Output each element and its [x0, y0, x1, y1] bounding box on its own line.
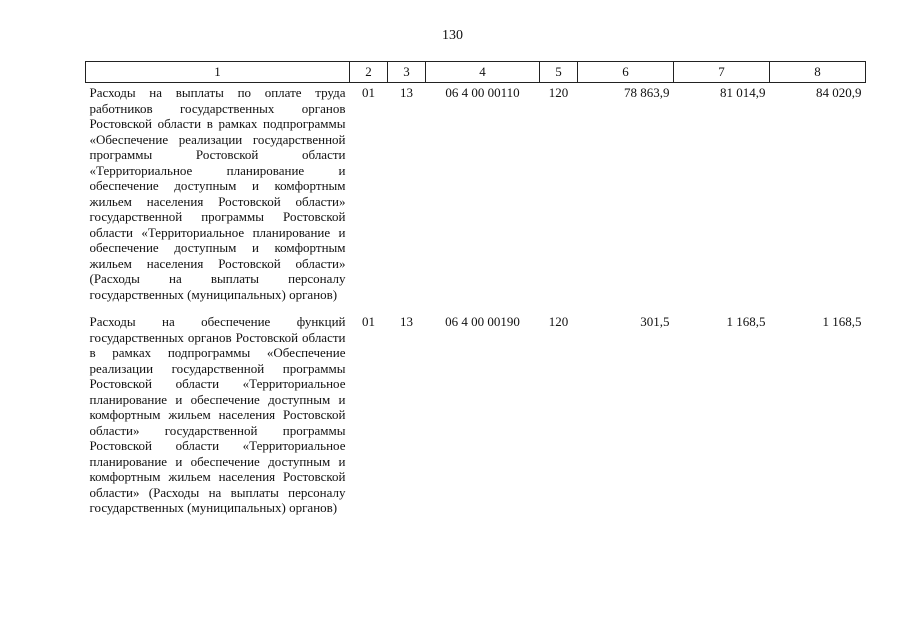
row-amount-col6: 78 863,9 — [624, 85, 670, 100]
header-row — [86, 62, 866, 83]
row-subsection: 13 — [400, 314, 413, 329]
row-target-article: 06 4 00 00190 — [445, 314, 520, 329]
budget-table — [85, 61, 866, 526]
col-header-6: 6 — [578, 62, 674, 83]
row-target-article: 06 4 00 00110 — [445, 85, 520, 100]
row-description: Расходы на обеспечение функций государственных органов Ростовской области в рамках подпрограммы «Обеспечение реализации государственной программы Ростовской области «Территориальное планирование и обеспечение доступным и комфортным жильем населения Ростовской области» государственной программы Ростовской области «Территориальное планирование и обеспечение доступным и комфортным жильем населения Ростовской области» (Расходы на выплаты персоналу государственных (муниципальных) органов) — [89, 314, 346, 515]
col-header-4: 4 — [426, 62, 540, 83]
col-header-1: 1 — [86, 62, 350, 83]
row-section: 01 — [362, 314, 375, 329]
row-amount-col8: 1 168,5 — [822, 314, 862, 329]
row-amount-col6: 301,5 — [640, 314, 670, 329]
row-amount-col7: 81 014,9 — [720, 85, 766, 100]
row-subsection: 13 — [400, 85, 413, 100]
col-header-5: 5 — [540, 62, 578, 83]
col-header-3: 3 — [388, 62, 426, 83]
row-expense-type: 120 — [548, 314, 569, 329]
row-description: Расходы на выплаты по оплате труда работников государственных органов Ростовской области в рамках подпрограммы «Обеспечение реализации государственной программы Ростовской области «Территориальное планирование и обеспечение доступным и комфортным жильем населения Ростовской области» государственной программы Ростовской области «Территориальное планирование и обеспечение доступным и комфортным жильем населения Ростовской области» (Расходы на выплаты персоналу государственных (муниципальных) органов) — [89, 85, 346, 302]
page-number: 130 — [442, 28, 463, 43]
col-header-7: 7 — [674, 62, 770, 83]
row-section: 01 — [362, 85, 375, 100]
row-amount-col7: 1 168,5 — [726, 314, 766, 329]
col-header-8: 8 — [770, 62, 866, 83]
row-expense-type: 120 — [548, 85, 569, 100]
col-header-2: 2 — [350, 62, 388, 83]
table-row — [86, 83, 866, 313]
row-amount-col8: 84 020,9 — [816, 85, 862, 100]
table-row — [86, 312, 866, 526]
